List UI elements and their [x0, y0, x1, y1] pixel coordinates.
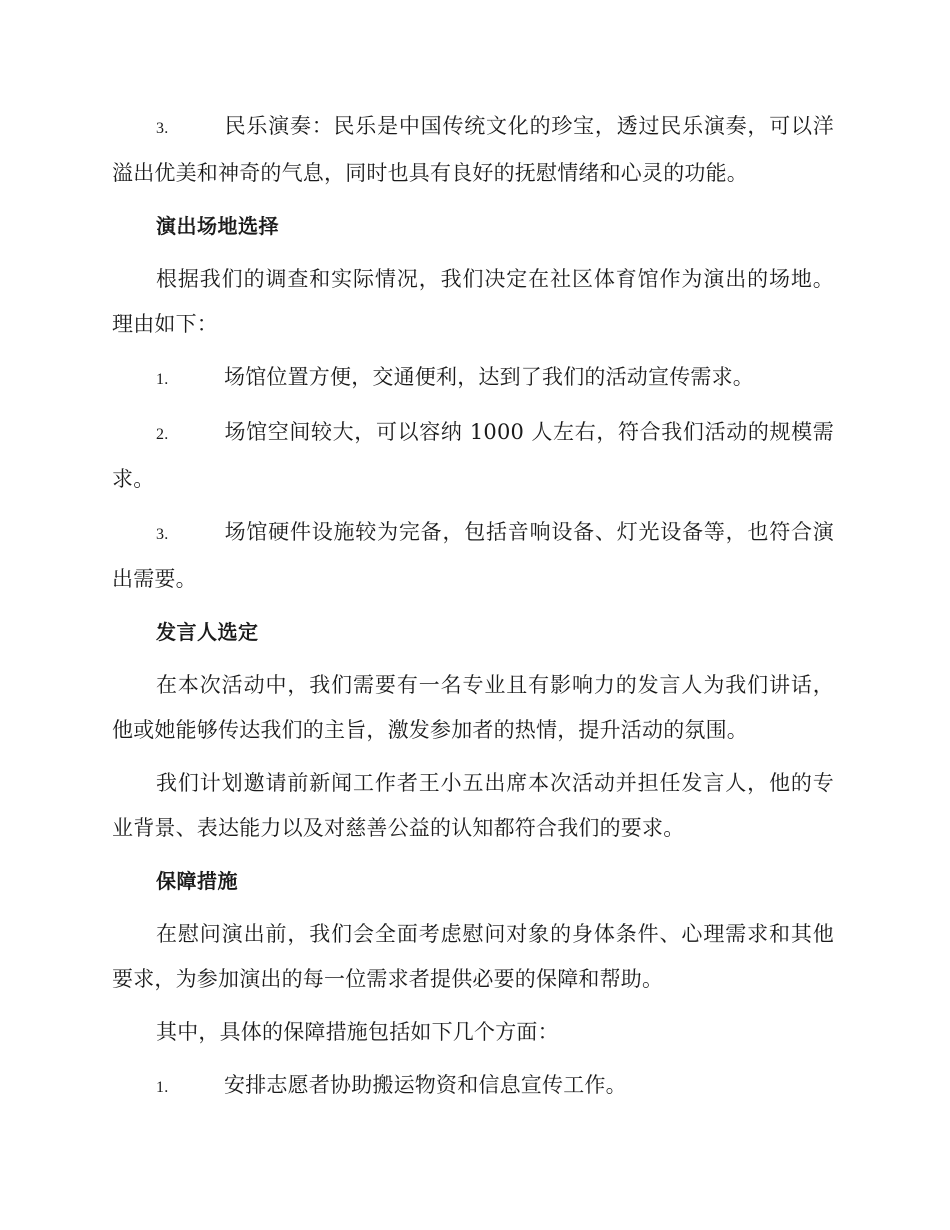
list-text: 安排志愿者协助搬运物资和信息宣传工作。 [224, 1073, 627, 1097]
paragraph-safeguard-1: 在慰问演出前，我们会全面考虑慰问对象的身体条件、心理需求和其他要求，为参加演出的每一位需求者提供必要的保障和帮助。 [112, 922, 834, 991]
document-page [112, 104, 834, 1118]
list-number: 3. [156, 120, 169, 137]
list-number: 3. [156, 526, 169, 543]
list-item-venue-3 [112, 510, 834, 602]
list-item-music [112, 104, 834, 196]
list-item-safeguard-1 [112, 1063, 834, 1110]
list-text: 场馆空间较大，可以容纳 1000 人左右，符合我们活动的规模需求。 [112, 420, 834, 491]
list-number: 2. [156, 426, 169, 443]
list-text: 民乐演奏：民乐是中国传统文化的珍宝，透过民乐演奏，可以洋溢出优美和神奇的气息，同时也具有良好的抚慰情绪和心灵的功能。 [112, 114, 834, 185]
section-heading-safeguard: 保障措施 [156, 869, 238, 893]
section-heading-speaker: 发言人选定 [156, 620, 259, 644]
list-text: 场馆硬件设施较为完备，包括音响设备、灯光设备等，也符合演出需要。 [112, 520, 834, 591]
list-number: 1. [156, 371, 169, 388]
list-number: 1. [156, 1079, 169, 1096]
paragraph-speaker-2: 我们计划邀请前新闻工作者王小五出席本次活动并担任发言人，他的专业背景、表达能力以及对慈善公益的认知都符合我们的要求。 [112, 771, 834, 840]
paragraph-venue-intro: 根据我们的调查和实际情况，我们决定在社区体育馆作为演出的场地。理由如下： [112, 267, 834, 336]
section-heading-venue: 演出场地选择 [156, 214, 279, 238]
list-text: 场馆位置方便，交通便利，达到了我们的活动宣传需求。 [224, 365, 754, 389]
paragraph-safeguard-2: 其中，具体的保障措施包括如下几个方面： [156, 1020, 559, 1044]
list-item-venue-1 [112, 355, 834, 402]
list-item-venue-2 [112, 410, 834, 502]
paragraph-speaker-1: 在本次活动中，我们需要有一名专业且有影响力的发言人为我们讲话，他或她能够传达我们的主旨，激发参加者的热情，提升活动的氛围。 [112, 673, 834, 742]
